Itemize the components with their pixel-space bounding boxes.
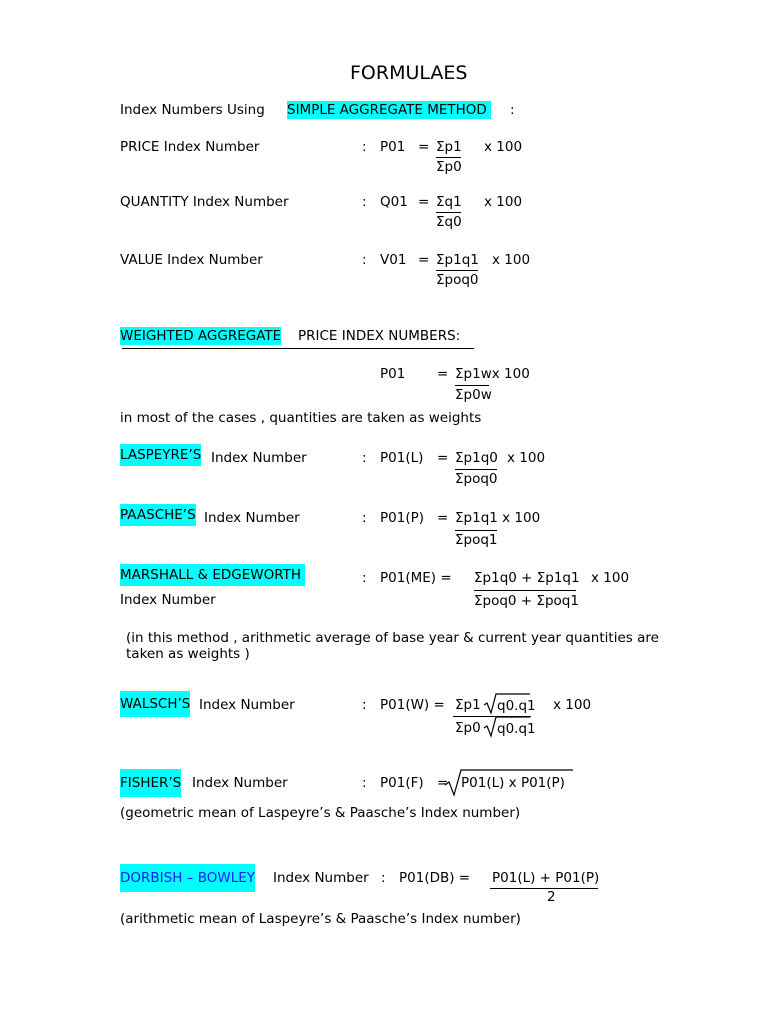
walsch-multiplier: x 100 xyxy=(553,697,592,713)
value-denominator: Σpoq0 xyxy=(436,272,479,288)
laspeyre-lhs: P01(L) xyxy=(380,450,424,466)
paasche-lhs: P01(P) xyxy=(380,510,424,526)
walsch-den-sum: Σp0 xyxy=(455,720,481,736)
marshall-lhs: P01(ME) = xyxy=(380,570,452,586)
walsch-name: WALSCH’S xyxy=(120,691,190,717)
paasche-label: Index Number xyxy=(204,510,300,526)
marshall-fraction-bar xyxy=(474,590,576,591)
price-label: PRICE Index Number xyxy=(120,139,260,155)
fisher-lhs: P01(F) xyxy=(380,775,424,791)
walsch-den-root: q0.q1 xyxy=(497,721,536,737)
value-eq: = xyxy=(418,252,430,268)
price-sep: : xyxy=(362,139,367,155)
laspeyre-label: Index Number xyxy=(211,450,307,466)
paasche-denominator: Σpoq1 xyxy=(455,532,498,548)
marshall-name: MARSHALL & EDGEWORTH xyxy=(120,564,305,586)
price-lhs: P01 xyxy=(380,139,406,155)
value-label: VALUE Index Number xyxy=(120,252,263,268)
price-numerator: Σp1 xyxy=(436,139,462,155)
weighted-heading-underline xyxy=(122,348,474,349)
dorbish-lhs: P01(DB) = xyxy=(399,870,471,886)
weighted-lhs: P01 xyxy=(380,366,406,382)
quantity-multiplier: x 100 xyxy=(484,194,523,210)
intro-colon: : xyxy=(510,102,515,118)
marshall-multiplier: x 100 xyxy=(591,570,630,586)
value-sep: : xyxy=(362,252,367,268)
marshall-label: Index Number xyxy=(120,592,216,608)
dorbish-name: DORBISH – BOWLEY xyxy=(120,864,255,892)
intro-text: Index Numbers Using xyxy=(120,102,265,118)
paasche-eq: = xyxy=(437,510,449,526)
marshall-note-line1: (in this method , arithmetic average of base year & current year quantities are xyxy=(126,630,659,646)
dorbish-fraction-bar xyxy=(490,888,598,889)
quantity-eq: = xyxy=(418,194,430,210)
dorbish-numerator: P01(L) + P01(P) xyxy=(492,870,600,886)
dorbish-note: (arithmetic mean of Laspeyre’s & Paasche’s Index number) xyxy=(120,911,521,927)
walsch-num-root: q0.q1 xyxy=(497,698,536,714)
fisher-sep: : xyxy=(362,775,367,791)
laspeyre-numerator: Σp1q0 xyxy=(455,450,498,466)
laspeyre-multiplier: x 100 xyxy=(507,450,546,466)
value-numerator: Σp1q1 xyxy=(436,252,479,268)
laspeyre-name: LASPEYRE’S xyxy=(120,444,201,466)
marshall-numerator: Σp1q0 + Σp1q1 xyxy=(474,570,580,586)
price-multiplier: x 100 xyxy=(484,139,523,155)
walsch-lhs: P01(W) = xyxy=(380,697,445,713)
price-denominator: Σp0 xyxy=(436,159,462,175)
price-eq: = xyxy=(418,139,430,155)
paasche-sep: : xyxy=(362,510,367,526)
marshall-sep: : xyxy=(362,570,367,586)
weighted-numerator: Σp1wx 100 xyxy=(455,366,530,382)
quantity-label: QUANTITY Index Number xyxy=(120,194,289,210)
paasche-name: PAASCHE’S xyxy=(120,504,196,526)
dorbish-label: Index Number xyxy=(273,870,369,886)
marshall-denominator: Σpoq0 + Σpoq1 xyxy=(474,593,579,609)
quantity-denominator: Σq0 xyxy=(436,214,462,230)
page-title: FORMULAES xyxy=(350,62,468,84)
walsch-sep: : xyxy=(362,697,367,713)
weighted-denominator: Σp0w xyxy=(455,387,492,403)
fisher-name: FISHER’S xyxy=(120,769,181,797)
value-lhs: V01 xyxy=(380,252,407,268)
fisher-eq: = xyxy=(437,775,449,791)
weighted-eq: = xyxy=(437,366,449,382)
walsch-label: Index Number xyxy=(199,697,295,713)
laspeyre-sep: : xyxy=(362,450,367,466)
fisher-root: P01(L) x P01(P) xyxy=(461,775,565,791)
quantity-lhs: Q01 xyxy=(380,194,408,210)
quantity-sep: : xyxy=(362,194,367,210)
fisher-note: (geometric mean of Laspeyre’s & Paasche’s Index number) xyxy=(120,805,521,821)
fisher-label: Index Number xyxy=(192,775,288,791)
dorbish-sep: : xyxy=(381,870,386,886)
quantity-numerator: Σq1 xyxy=(436,194,462,210)
walsch-num-sum: Σp1 xyxy=(455,697,481,713)
simple-aggregate-highlight: SIMPLE AGGREGATE METHOD xyxy=(287,101,491,119)
value-multiplier: x 100 xyxy=(492,252,531,268)
marshall-note-line2: taken as weights ) xyxy=(126,646,250,662)
laspeyre-eq: = xyxy=(437,450,449,466)
weighted-heading-rest: PRICE INDEX NUMBERS: xyxy=(298,328,461,344)
weighted-heading-highlight: WEIGHTED AGGREGATE xyxy=(120,328,282,344)
dorbish-denominator: 2 xyxy=(547,889,556,905)
weighted-note: in most of the cases , quantities are taken as weights xyxy=(120,410,482,426)
paasche-numerator: Σp1q1 x 100 xyxy=(455,510,541,526)
laspeyre-denominator: Σpoq0 xyxy=(455,471,498,487)
